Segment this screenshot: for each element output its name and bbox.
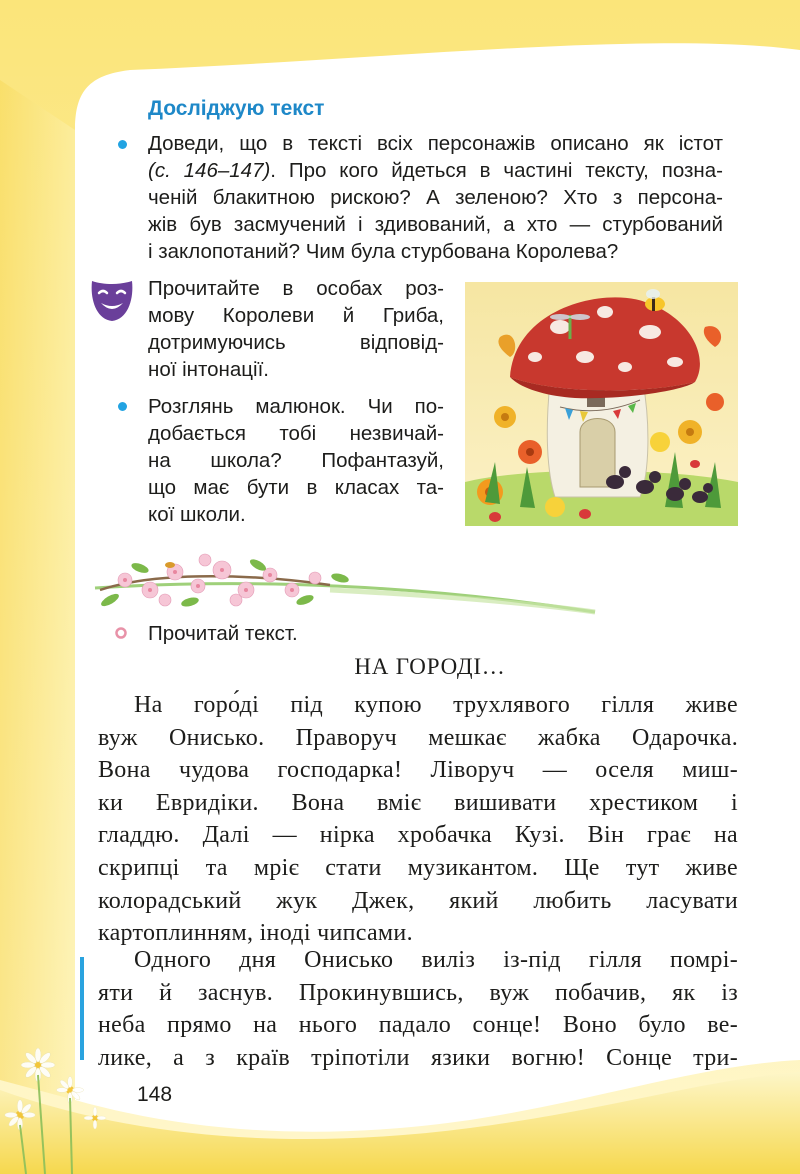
story-paragraph-1 <box>98 689 738 950</box>
story-line: Одного дня Онисько виліз із-під гілля помрі- <box>134 947 738 973</box>
story-title: НА ГОРОДІ… <box>354 654 506 679</box>
task-1-text <box>148 130 723 265</box>
story-paragraph-2 <box>98 944 738 1074</box>
task-4-text: Прочитай текст. <box>148 622 298 645</box>
story-line: гладдю. Далі — нірка хробачка Кузі. Він грає на <box>98 822 738 849</box>
task-1-line-rest: . Про кого йдеться в частині тексту, позна- <box>270 159 723 182</box>
blue-marker-line <box>80 957 84 1060</box>
page-reference: (с. 146–147) <box>148 159 271 182</box>
task-3-line: Розглянь малюнок. Чи по- <box>148 395 444 418</box>
task-3-line: добається тобі незвичай- <box>148 422 444 445</box>
section-heading: Досліджую текст <box>148 97 325 120</box>
task-2-line: ної інтонації. <box>148 358 269 381</box>
task-1-line: Доведи, що в тексті всіх персонажів описано як істот <box>148 132 723 155</box>
page-number: 148 <box>137 1083 173 1106</box>
task-1-line: жів був засмучений і здивований, а хто — стурбований <box>148 213 723 236</box>
task-3-line: що має бути в класах та- <box>148 476 444 499</box>
mushroom-school-illustration <box>465 282 738 526</box>
story-line: колорадський жук Джек, який любить ласувати <box>98 887 738 914</box>
task-1-line: і заклопотаний? Чим була стурбована Королева? <box>148 240 619 263</box>
story-line: Вона чудова господарка! Ліворуч — оселя миш- <box>98 757 738 784</box>
story-line: вуж Онисько. Праворуч мешкає жабка Одарочка. <box>98 724 738 751</box>
task-3-line: кої школи. <box>148 503 246 526</box>
theater-mask-icon <box>90 277 134 323</box>
bullet-dot <box>118 402 127 411</box>
story-line: ки Евридіки. Вона вміє вишивати хрестиком і <box>98 789 738 816</box>
story-line: На горо́ді під купою трухлявого гілля живе <box>134 692 738 718</box>
task-2-line: мову Королеви й Гриба, <box>148 304 444 327</box>
task-1-line <box>148 157 723 184</box>
story-line: неба прямо на нього падало сонце! Воно було ве- <box>98 1012 738 1039</box>
task-2-text <box>148 275 444 383</box>
story-line: картоплинням, іноді чипсами. <box>98 920 413 947</box>
story-line: яти й заснув. Прокинувшись, вуж побачив, як із <box>98 979 738 1006</box>
task-2-line: дотримуючись відповід- <box>148 331 444 354</box>
task-1-line: ченій блакитною рискою? А зеленою? Хто з персона- <box>148 186 723 209</box>
story-line: скрипці та мріє стати музикантом. Ще тут живе <box>98 854 738 881</box>
task-3-text <box>148 393 444 528</box>
task-2-line: Прочитайте в особах роз- <box>148 277 444 300</box>
task-3-line: на школа? Пофантазуй, <box>148 449 444 472</box>
bullet-dot <box>118 140 127 149</box>
pink-circle-icon <box>115 626 127 638</box>
story-line: лике, а з країв тріпотіли язики вогню! Сонце три- <box>98 1044 738 1071</box>
